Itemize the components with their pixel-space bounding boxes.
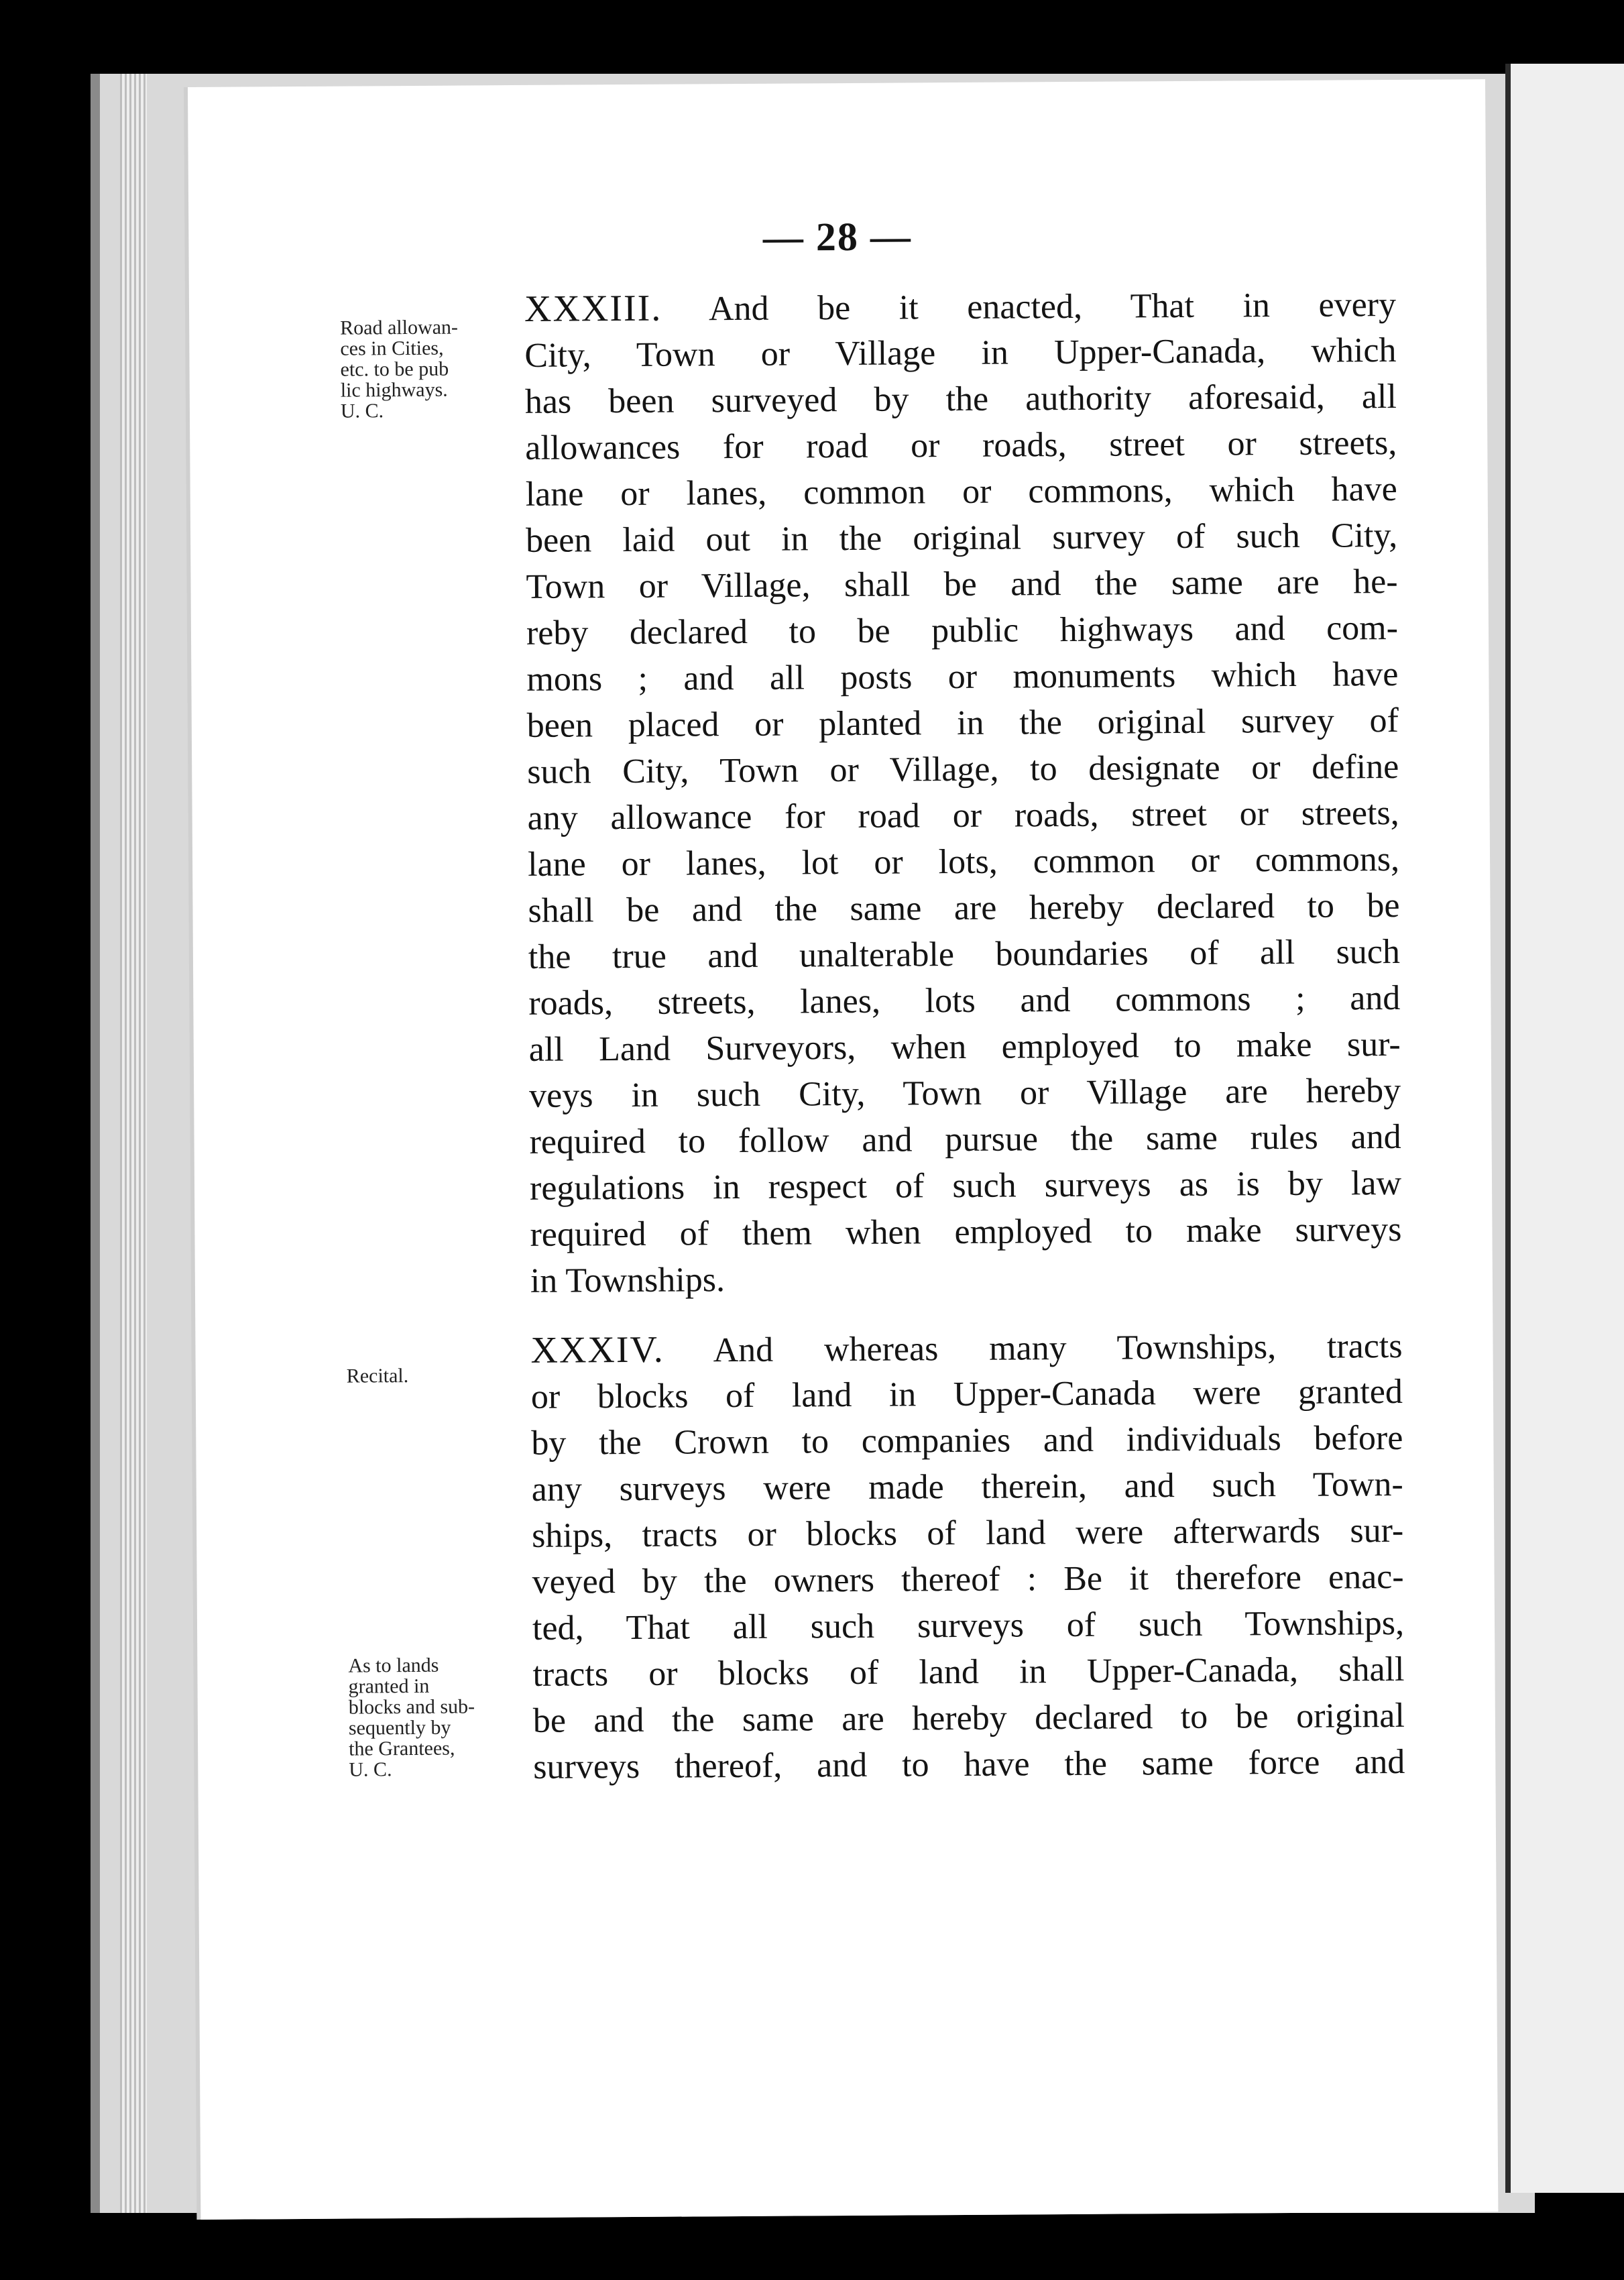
text-line: been laid out in the original survey of such City, [525,516,1398,560]
section-number: XXXIV. [530,1328,664,1371]
margin-note-line: granted in [348,1674,430,1698]
margin-note-line: Recital. [346,1365,409,1387]
margin-note-line: lic highways. [340,378,448,402]
text-line: in Townships. [530,1261,726,1300]
text-line: lane or lanes, lot or lots, common or commons, [527,840,1400,884]
text-line: required to follow and pursue the same rules and [529,1117,1401,1161]
text-line: required of them when employed to make surveys [530,1210,1402,1254]
text-line: all Land Surveyors, when employed to make sur- [528,1025,1401,1069]
margin-note-recital [347,1365,508,1386]
facing-page [1505,64,1624,2193]
margin-note-line: etc. to be pub [340,357,449,381]
section-number: XXXIII. [524,287,662,330]
book-page [188,79,1498,2220]
text-line: any surveys were made therein, and such Town- [531,1465,1403,1509]
text-line: City, Town or Village in Upper-Canada, which [524,331,1397,375]
page-number: — 28 — [762,214,913,260]
section-text: And whereas many Townships, tracts [713,1326,1403,1370]
section-first-line [524,281,1396,333]
text-line: or blocks of land in Upper-Canada were granted [530,1372,1403,1416]
text-line: tracts or blocks of land in Upper-Canada, shall [532,1650,1405,1694]
margin-note-line: U. C. [340,400,384,422]
text-line: veyed by the owners thereof : Be it therefore enac- [532,1557,1404,1601]
text-line: surveys thereof, and to have the same force and [533,1742,1405,1786]
text-line: been placed or planted in the original survey of [526,701,1399,745]
margin-note-road-allowances [340,317,502,421]
text-line: veys in such City, Town or Village are hereby [529,1071,1401,1115]
margin-note-line: the Grantees, [349,1737,455,1760]
text-line: shall be and the same are hereby declared to be [528,886,1400,930]
text-line: lane or lanes, common or commons, which have [525,469,1397,514]
text-line: ted, That all such surveys of such Townships, [532,1603,1405,1648]
text-line: mons ; and all posts or monuments which have [526,654,1399,699]
section-xxxiv [530,1322,1405,1790]
margin-note-lands-granted [348,1654,510,1780]
margin-note-line: Road allowan- [340,316,459,339]
text-line: roads, streets, lanes, lots and commons ; and [528,978,1401,1023]
margin-note-line: As to lands [348,1654,439,1677]
text-line: the true and unalterable boundaries of all such [528,932,1401,976]
text-line: be and the same are hereby declared to be original [532,1696,1405,1740]
section-xxxiii [524,281,1402,1304]
text-line: allowances for road or roads, street or streets, [525,423,1397,467]
text-line: ships, tracts or blocks of land were afterwards sur- [532,1511,1404,1555]
margin-note-line: ces in Cities, [340,337,444,360]
text-line: by the Crown to companies and individuals before [531,1418,1403,1463]
section-first-line [530,1322,1402,1374]
text-line: reby declared to be public highways and com- [526,608,1399,652]
margin-note-line: sequently by [348,1716,451,1740]
margin-note-line: U. C. [349,1758,392,1781]
text-line: such City, Town or Village, to designate or define [527,747,1399,791]
margin-note-line: blocks and sub- [348,1695,475,1719]
text-line: Town or Village, shall be and the same are he- [526,562,1398,606]
text-line: regulations in respect of such surveys as is by law [529,1163,1402,1208]
section-text: And be it enacted, That in every [708,285,1397,329]
text-line: any allowance for road or roads, street or streets, [527,793,1399,838]
text-line: has been surveyed by the authority aforesaid, all [524,377,1397,421]
